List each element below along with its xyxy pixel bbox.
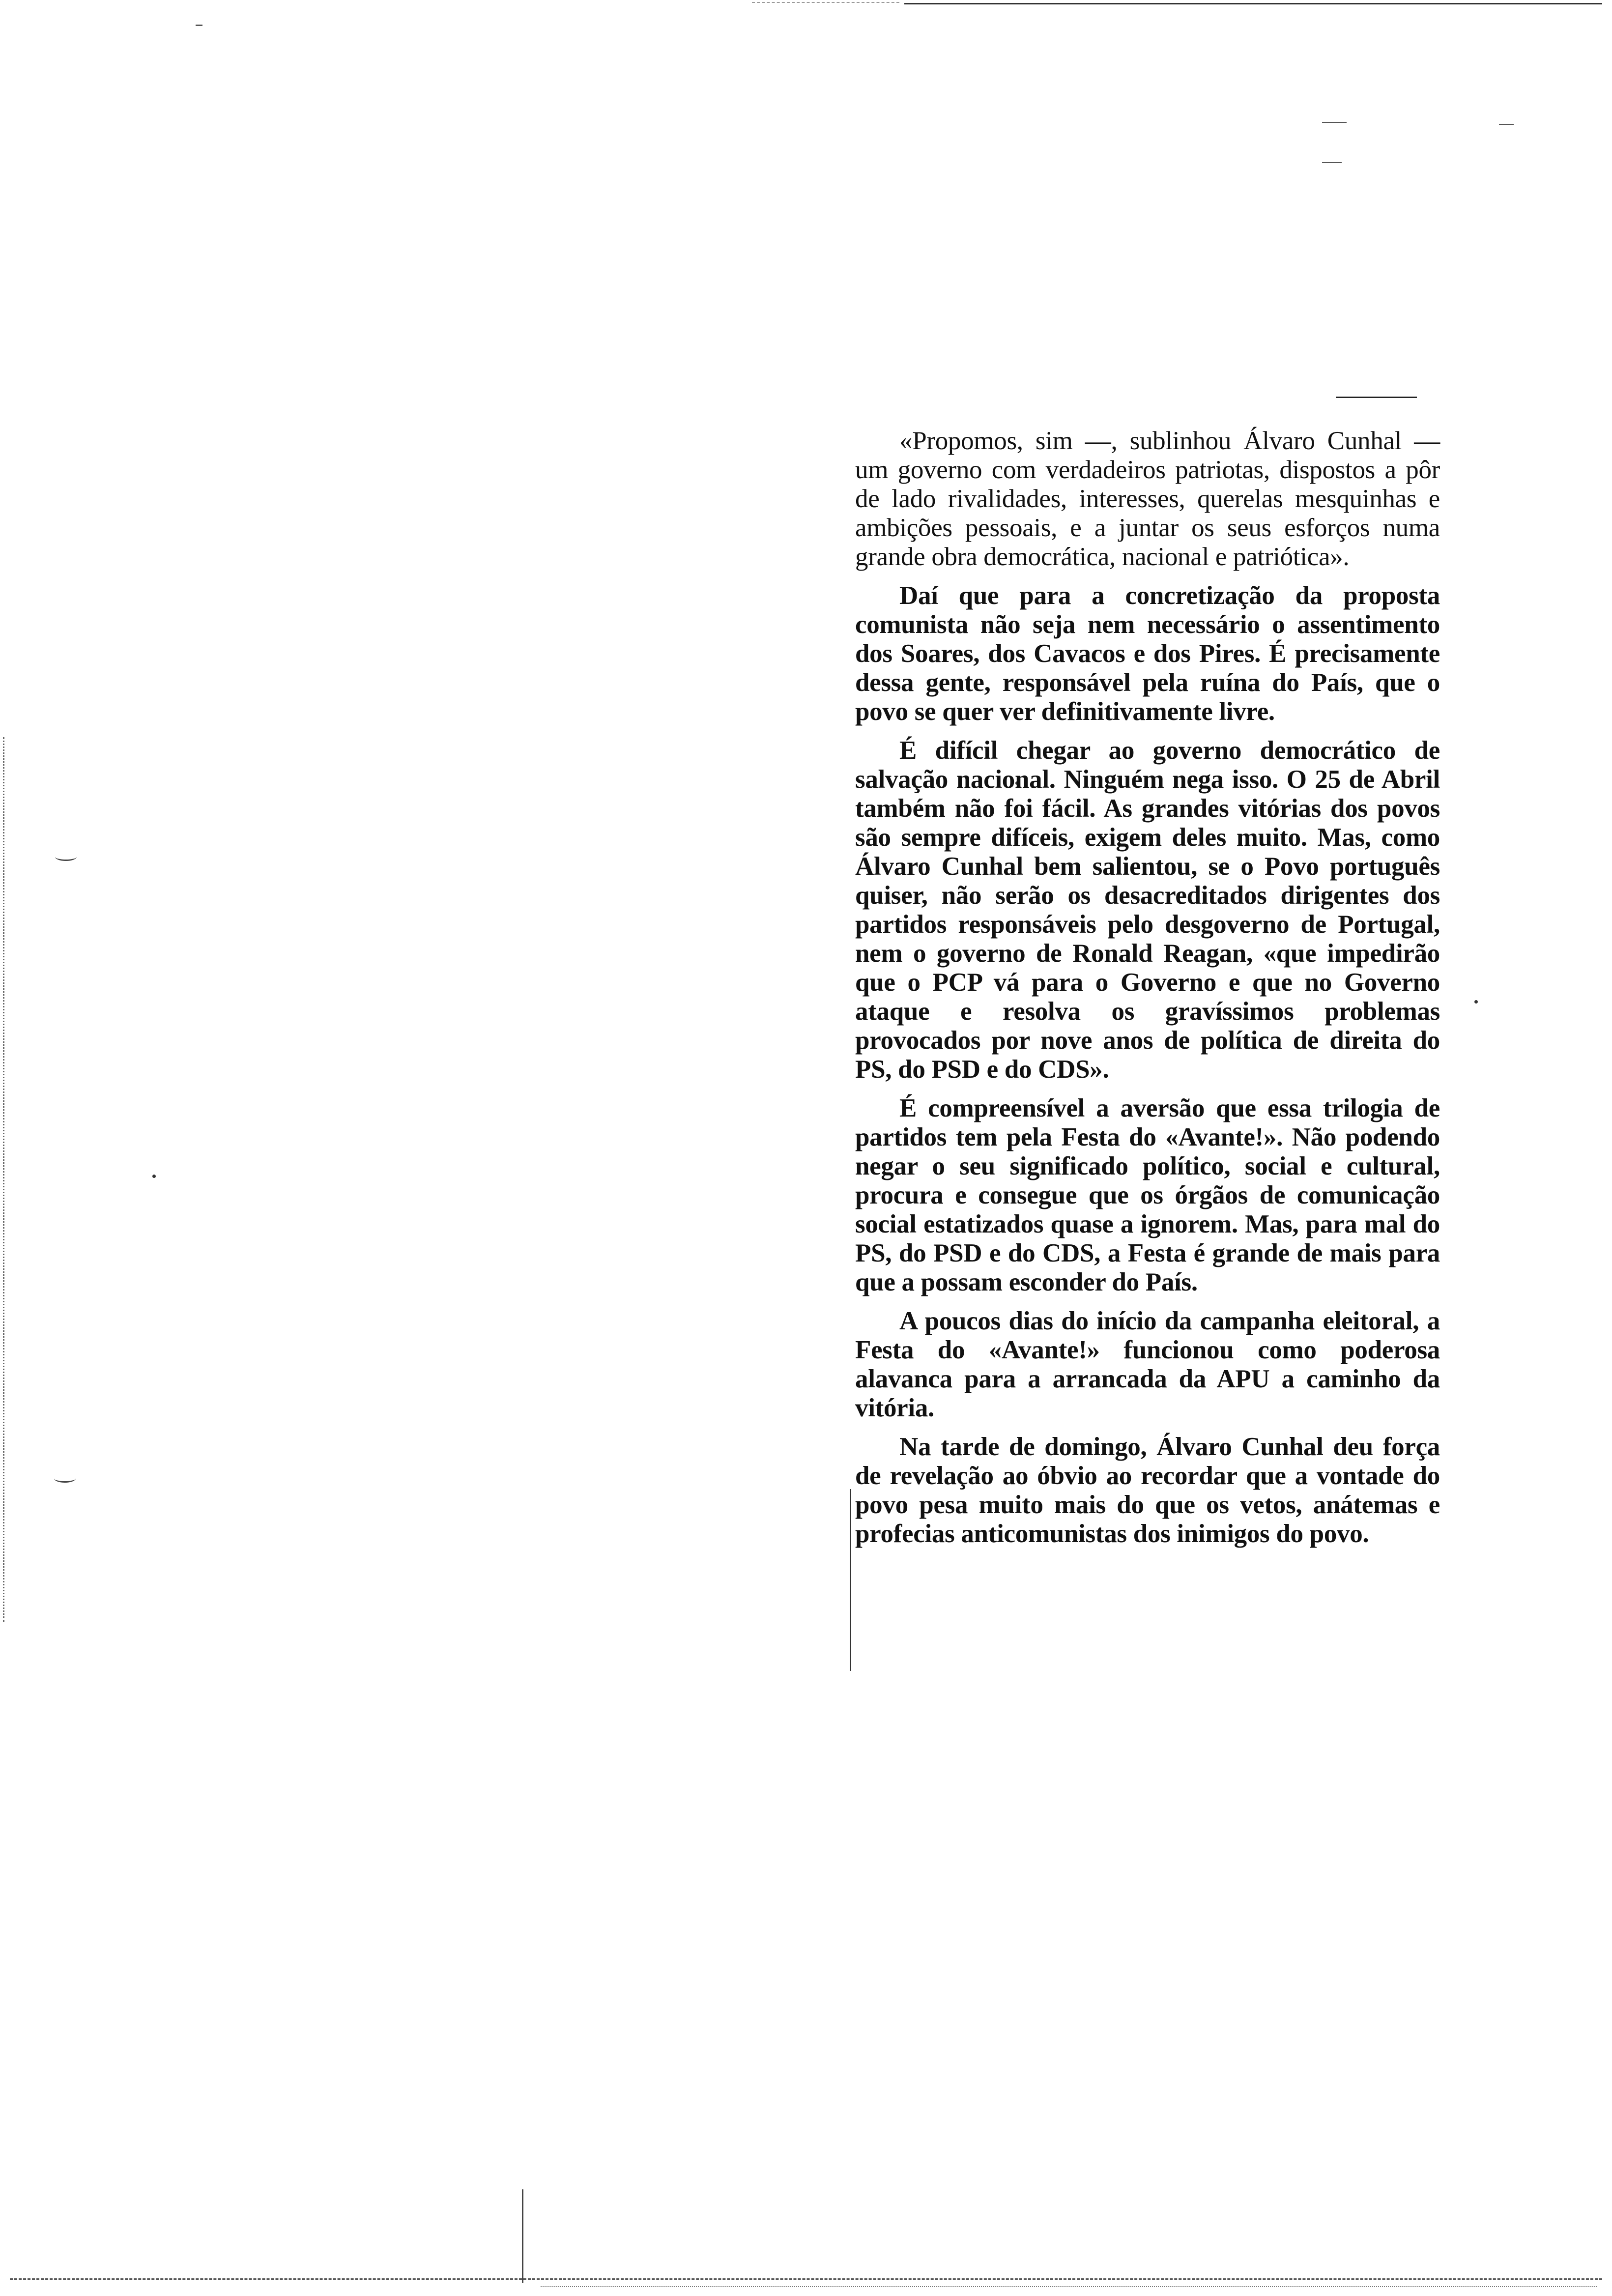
article-paragraph: Na tarde de domingo, Álvaro Cunhal deu força de revelação ao óbvio ao recordar que a vontade do povo pesa muito mais do que os vetos, anátemas e profecias anticomunistas dos inimigos do povo. (855, 1433, 1440, 1548)
scan-mark (54, 1474, 76, 1483)
article-paragraph: A poucos dias do início da campanha eleitoral, a Festa do «Avante!» funcionou como poderosa alavanca para a arrancada da APU a caminho da vitória. (855, 1307, 1440, 1422)
scan-mark (55, 853, 77, 861)
scan-mark (1499, 124, 1514, 125)
article-paragraph: É compreensível a aversão que essa trilogia de partidos tem pela Festa do «Avante!». Não podendo negar o seu significado político, social e cultural, procura e consegue que os órgãos de comunicação social estatizados quase a ignorem. Mas, para mal do PS, do PSD e do CDS, a Festa é grande de mais para que a possam esconder do País. (855, 1094, 1440, 1296)
scan-mark (1474, 1000, 1478, 1004)
scan-mark (196, 25, 202, 26)
scan-mark (1322, 122, 1347, 123)
scan-mark (1322, 162, 1342, 163)
scan-artifact-top-left (752, 2, 899, 4)
scan-artifact-top (904, 3, 1602, 6)
column-top-rule (1336, 397, 1417, 398)
scan-artifact-bottom-dotted (541, 2286, 1597, 2288)
article-paragraph: Daí que para a concretização da proposta comunista não seja nem necessário o assentimento dos Soares, dos Cavacos e dos Pires. É precisamente dessa gente, responsável pela ruína do País, que o povo se quer ver definitivamente livre. (855, 581, 1440, 726)
article-paragraph: É difícil chegar ao governo democrático de salvação nacional. Ninguém nega isso. O 25 de Abril também não foi fácil. As grandes vitórias dos povos são sempre difíceis, exigem deles muito. Mas, como Álvaro Cunhal bem salientou, se o Povo português quiser, não serão os desacreditados dirigentes dos partidos responsáveis pelo desgoverno de Portugal, nem o governo de Ronald Reagan, «que impedirão que o PCP vá para o Governo e que no Governo ataque e resolva os gravíssimos problemas provocados por nove anos de política de direita do PS, do PSD e do CDS». (855, 736, 1440, 1084)
scan-artifact-left-edge (3, 737, 6, 1622)
article-paragraph: «Propomos, sim —, sublinhou Álvaro Cunhal — um governo com verdadeiros patriotas, dispostos a pôr de lado rivalidades, interesses, querelas mesquinhas e ambições pessoais, e a juntar os seus esforços numa grande obra democrática, nacional e patriótica». (855, 427, 1440, 571)
margin-bar (850, 1489, 851, 1671)
scan-mark-bottom (522, 2189, 523, 2283)
article-column (855, 427, 1440, 1558)
scan-mark (152, 1175, 156, 1178)
scan-artifact-bottom (10, 2278, 1602, 2281)
